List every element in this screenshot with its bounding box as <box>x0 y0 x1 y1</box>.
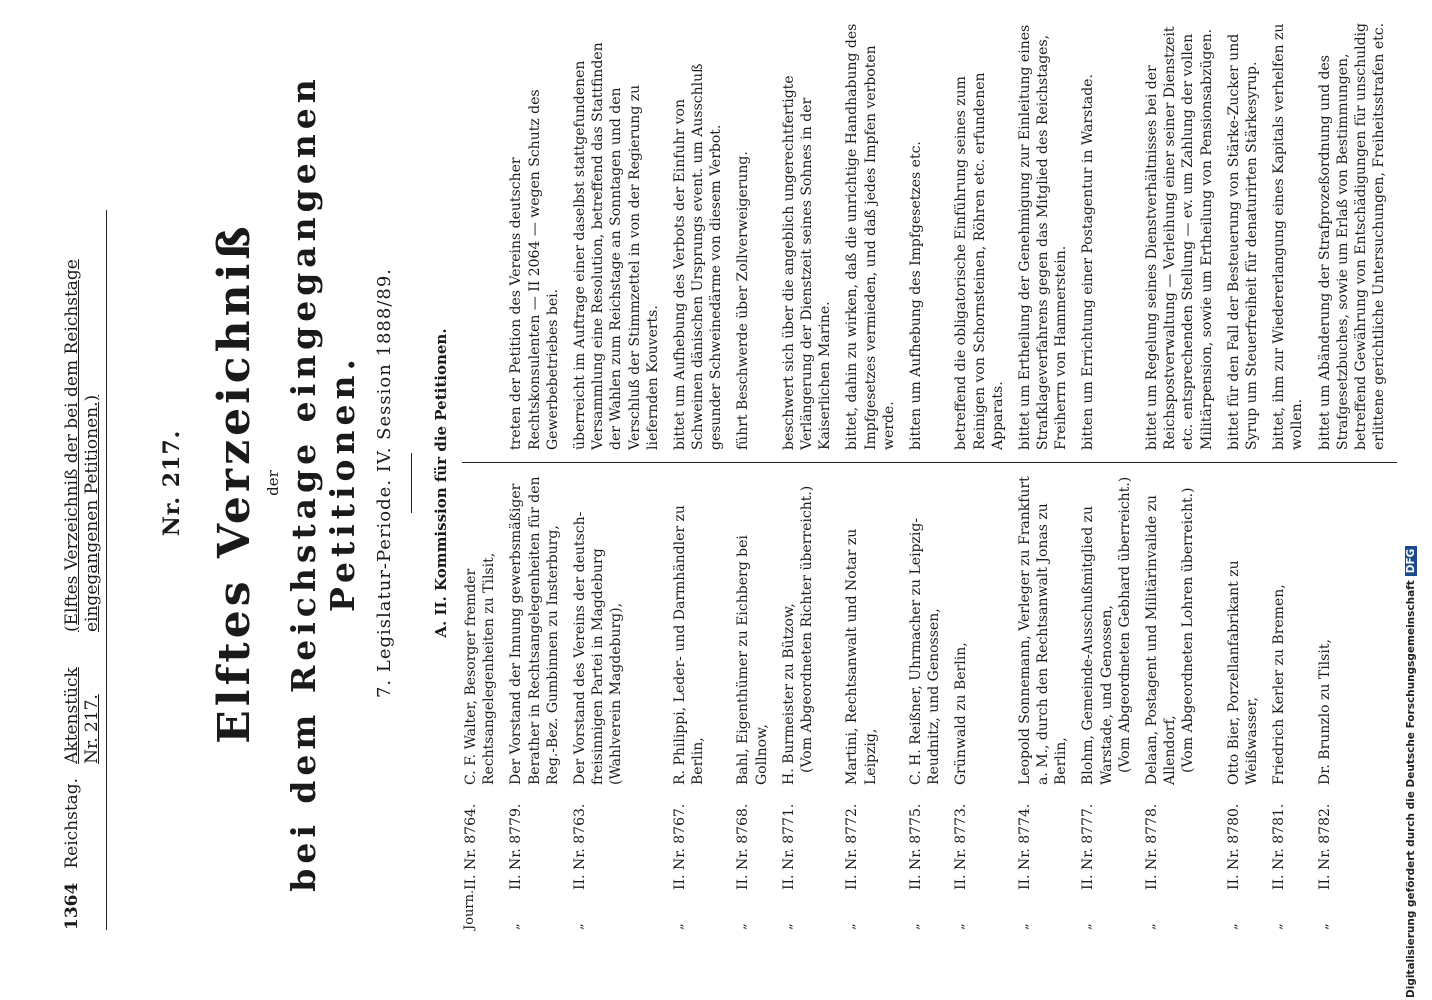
table-row <box>1079 20 1143 930</box>
ditto-mark: „ <box>1315 923 1331 930</box>
table-row <box>907 20 952 930</box>
petitioner-cell <box>780 463 844 786</box>
petitioner-cell <box>843 463 907 786</box>
petitioner: Der Vorstand der Innung gewerbsmäßiger Berather in Rechtsangelegenheiten für den Reg.-Bez. Gumbinnen zu Insterburg, <box>508 476 561 785</box>
dfg-logo-badge: DFG <box>1405 546 1417 577</box>
petitioner-cell <box>571 463 671 786</box>
petition-note: (Vom Abgeordneten Richter überreicht.) <box>799 485 815 773</box>
table-row <box>571 20 671 930</box>
petitioner: Dr. Brunzlo zu Tilsit, <box>1316 639 1333 785</box>
table-row <box>952 20 1016 930</box>
petition-request: überreicht im Auftrage einer daselbst stattgefundenen Versammlung eine Resolution, betreffend das Stattfinden der Wahlen zum Reichstage an Sonntagen und den Verschluß der Stimmzettel in von der Regierung zu liefernden Kouverts. <box>571 42 661 450</box>
petition-number: II. Nr. 8778. <box>1144 803 1160 890</box>
table-row <box>843 20 907 930</box>
petition-number: II. Nr. 8764. <box>463 803 479 890</box>
petitioner: Martini, Rechtsanwalt und Notar zu Leipzig, <box>844 528 879 785</box>
ditto-mark: „ <box>1270 923 1286 930</box>
petition-number: II. Nr. 8782. <box>1316 803 1333 890</box>
table-row <box>1016 20 1080 930</box>
table-row <box>507 20 571 930</box>
petition-request: bittet um Regelung seines Dienstverhältnisses bei der Reichspostverwaltung — Verleihung einer seiner Dienstzeit etc. entsprechenden Stellung — ev. um Zahlung der vollen Militärpension, sowie um Ertheilung von Pensionsabzügen. <box>1144 26 1215 450</box>
divider <box>411 453 412 513</box>
petition-number: II. Nr. 8779. <box>508 803 525 890</box>
ditto-mark: „ <box>507 923 523 930</box>
table-row <box>462 20 507 930</box>
ditto-mark: „ <box>1079 923 1095 930</box>
session-info: 7. Legislatur-Periode. IV. Session 1888/89. <box>374 267 395 699</box>
petition-request: bitten um Errichtung einer Postagentur in Warstade. <box>1080 74 1097 450</box>
petitioner-cell <box>671 463 735 786</box>
ditto-mark: „ <box>1015 923 1031 930</box>
page-number: 1364 <box>62 882 82 930</box>
petitioner-cell <box>1270 463 1315 786</box>
petitioner-cell <box>1316 463 1398 786</box>
dfg-watermark <box>1405 8 1429 998</box>
petitioner: Friedrich Kerler zu Bremen, <box>1271 584 1288 785</box>
ditto-mark: „ <box>779 923 795 930</box>
title-connector: der <box>264 470 282 496</box>
petition-request: bittet, ihm zur Wiedererlangung eines Kapitals verhelfen zu wollen. <box>1271 23 1306 450</box>
petition-number: II. Nr. 8773. <box>953 803 970 890</box>
petition-number: II. Nr. 8767. <box>671 803 688 890</box>
petitioner-cell <box>462 463 507 786</box>
table-row <box>734 20 779 930</box>
running-head <box>62 210 107 930</box>
petition-request: bittet, dahin zu wirken, daß die unrichtige Handhabung des Impfgesetzes vermieden, und daß jedes Impfen verboten werde. <box>844 23 897 450</box>
watermark-text: Digitalisierung gefördert durch die Deutsche Forschungsgemeinschaft <box>1405 580 1417 998</box>
ditto-mark: „ <box>952 923 968 930</box>
ditto-mark: „ <box>734 923 750 930</box>
petitioner-cell <box>1016 463 1080 786</box>
file-reference: Aktenstück Nr. 217. <box>62 667 102 764</box>
petitioner: Der Vorstand des Vereins der deutsch-freisinnigen Partei in Magdeburg (Wahlverein Magdeburg), <box>571 511 625 785</box>
petition-request: bittet um Aufhebung des Verbots der Einfuhr von Schweinen dänischen Ursprungs event. um Ausschluß gesunder Schweinedärme von diesem Verbot. <box>671 63 725 450</box>
petition-request: bittet für den Fall der Besteuerung von Stärke-Zucker und Syrup um Steuerfreiheit für denaturirten Stärkesyrup. <box>1225 33 1260 450</box>
table-row <box>1225 20 1270 930</box>
section-heading: A. II. Kommission für die Petitionen. <box>432 328 450 638</box>
table-row <box>1316 20 1398 930</box>
petitioner-cell <box>907 463 952 786</box>
petition-number: II. Nr. 8768. <box>735 803 752 890</box>
petitioner: C. H. Reißner, Uhrmacher zu Leipzig-Reudnitz, und Genossen, <box>907 517 943 785</box>
petition-request: bitten um Aufhebung des Impfgesetzes etc. <box>907 141 924 450</box>
table-row <box>671 20 735 930</box>
petition-table <box>462 20 1397 930</box>
petitioner: H. Burmeister zu Bützow, <box>780 603 797 785</box>
ditto-mark: Journ. <box>462 889 477 930</box>
table-row <box>1143 20 1225 930</box>
publication-name: Reichstag. <box>62 777 82 869</box>
petitioner: Blohm, Gemeinde-Ausschußmitglied zu Warstade, und Genossen, <box>1080 506 1115 785</box>
petition-note: (Vom Abgeordneten Gebhard überreicht.) <box>1116 476 1133 773</box>
ditto-mark: „ <box>670 923 686 930</box>
petitioner: Bahl, Eigenthümer zu Eichberg bei Gollnow, <box>735 535 770 785</box>
ditto-mark: „ <box>570 923 586 930</box>
petition-number: II. Nr. 8777. <box>1080 803 1097 890</box>
petition-number: II. Nr. 8780. <box>1225 803 1242 890</box>
petition-number: II. Nr. 8772. <box>844 803 861 890</box>
petition-number: II. Nr. 8775. <box>907 803 924 890</box>
petitioner: R. Philippi, Leder- und Darmhändler zu Berlin, <box>671 505 707 785</box>
petitioner: Delaan, Postagent und Militärinvalide zu Allendorf, <box>1144 494 1179 785</box>
petition-request: beschwert sich über die angeblich ungerechtfertigte Verlängerung der Dienstzeit seines Sohnes in der Kaiserlichen Marine. <box>780 75 834 450</box>
petitioner-cell <box>1079 463 1143 786</box>
ditto-mark: „ <box>1224 923 1240 930</box>
table-row <box>1270 20 1315 930</box>
ditto-mark: „ <box>1143 923 1158 930</box>
petitioner: Otto Bier, Porzellanfabrikant zu Weißwasser, <box>1225 560 1260 785</box>
petition-request: bittet um Ertheilung der Genehmigung zur Einleitung eines Strafklageverfahrens gegen das Mitglied des Reichstages, Freiherrn von Hammerstein. <box>1016 24 1070 450</box>
petition-request: treten der Petition des Vereins deutscher Rechtskonsulenten — II 2064 — wegen Schutz des Gewerbebetriebes bei. <box>508 89 561 450</box>
ditto-mark: „ <box>843 923 859 930</box>
document-title-line-2: bei dem Reichstage eingegangenen Petitionen. <box>284 74 362 892</box>
petitioner: C. F. Walter, Besorger fremder Rechtsangelegenheiten zu Tilsit, <box>463 552 498 785</box>
petitioner-cell <box>507 463 571 786</box>
table-row <box>780 20 844 930</box>
petition-request: betreffend die obligatorische Einführung seines zum Reinigen von Schornsteinen, Röhren etc. erfundenen Apparats. <box>953 72 1006 450</box>
document-number: Nr. 217. <box>159 429 185 537</box>
petition-number: II. Nr. 8781. <box>1271 803 1288 890</box>
petition-request: bittet um Abänderung der Strafprozeßordnung und des Strafgesetzbuches, sowie um Erlaß von Bestimmungen, betreffend Gewährung von Entschädigungen für unschuldig erlittene gerichtliche Untersuchungen, Freiheitsstrafen etc. <box>1316 22 1388 450</box>
petition-number: II. Nr. 8763. <box>571 803 588 890</box>
petitioner: Leopold Sonnemann, Verleger zu Frankfurt a. M., durch den Rechtsanwalt Jonas zu Berlin, <box>1016 476 1070 785</box>
petitioner: Grünwald zu Berlin, <box>953 642 970 785</box>
ditto-mark: „ <box>906 923 922 930</box>
document-title: Elftes Verzeichniß <box>209 222 260 744</box>
petitioner-cell <box>952 463 1016 786</box>
petition-number: II. Nr. 8774. <box>1016 803 1033 890</box>
petitioner-cell <box>734 463 779 786</box>
petitioner-cell <box>1143 463 1225 786</box>
petition-note: (Vom Abgeordneten Lohren überreicht.) <box>1180 487 1197 773</box>
petition-number: II. Nr. 8771. <box>780 803 797 890</box>
petition-request: führt Beschwerde über Zollverweigerung. <box>735 151 752 450</box>
petitioner-cell <box>1225 463 1270 786</box>
running-subtitle: (Elftes Verzeichniß der bei dem Reichstage eingegangenen Petitionen.) <box>62 259 102 633</box>
petition-request <box>462 20 507 463</box>
